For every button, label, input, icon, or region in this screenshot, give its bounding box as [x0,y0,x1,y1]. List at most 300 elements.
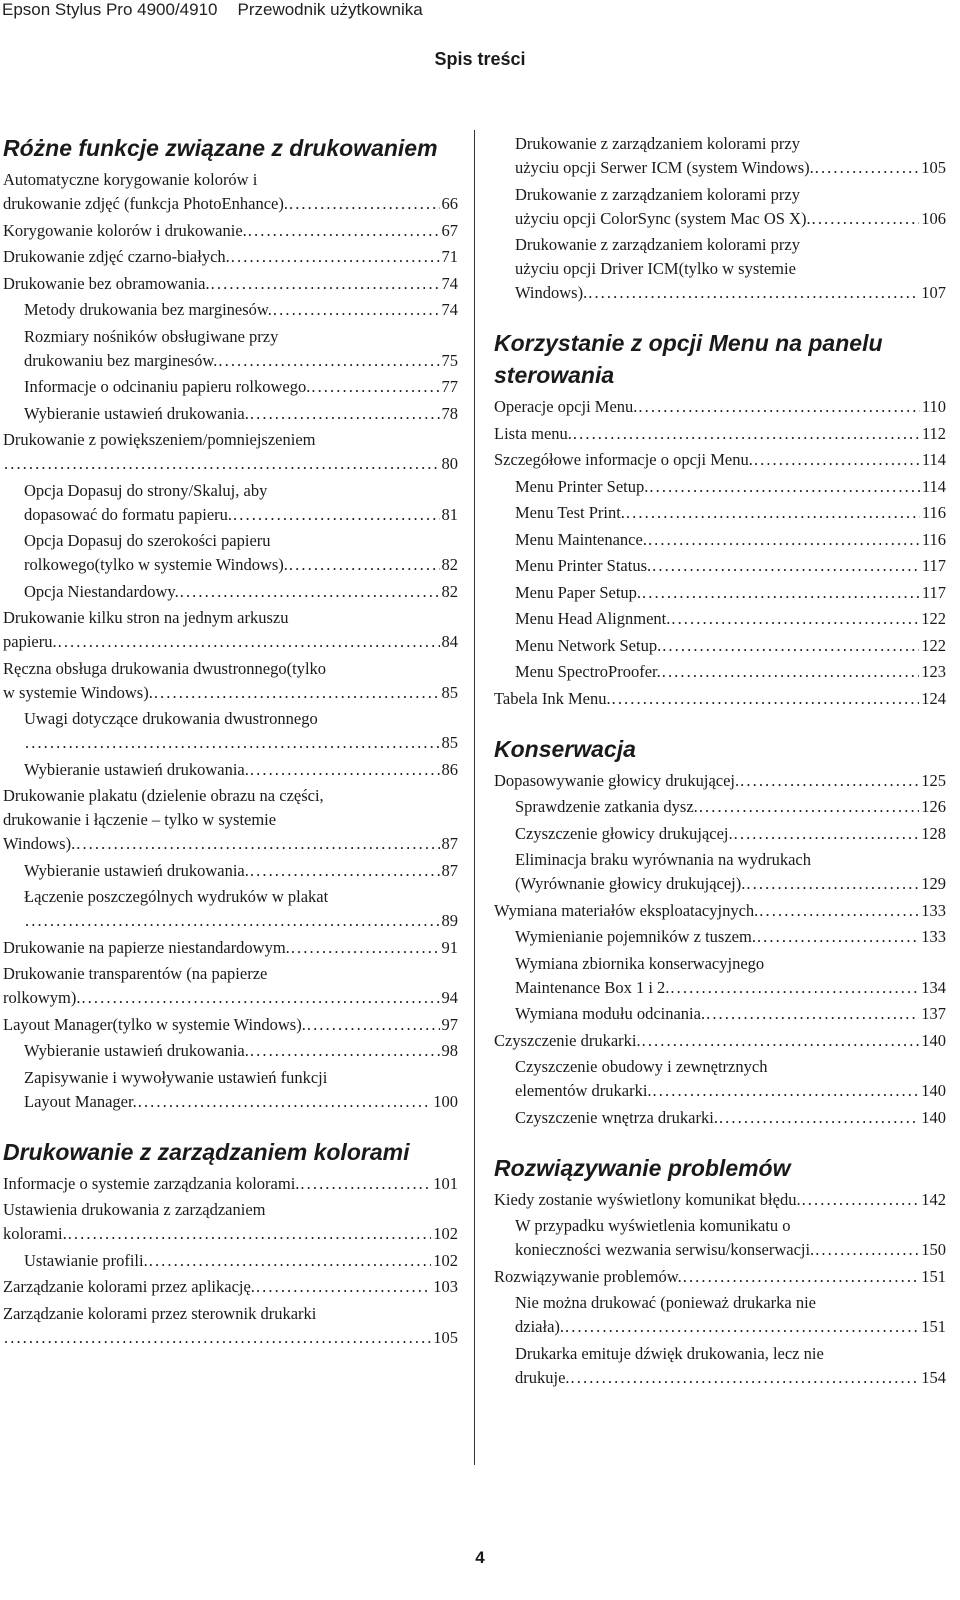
toc-entry-line: Ustawienia drukowania z zarządzaniem [3,1200,266,1219]
toc-entry-leader-row [3,1172,458,1196]
guide-name: Przewodnik użytkownika [237,0,423,19]
toc-entry-title: papieru. [3,632,57,651]
toc-entry-title: rolkowego(tylko w systemie Windows). [24,555,288,574]
page-number: 4 [475,1548,485,1567]
toc-entry-leader-row [24,731,458,755]
toc-entry-leader-row [3,630,458,654]
dot-leader [649,475,919,499]
toc-page-number: 102 [433,1224,458,1243]
toc-entry[interactable] [494,1214,946,1262]
toc-entry[interactable] [3,1249,458,1273]
toc-page-number: 81 [441,504,458,524]
toc-entry-line: Czyszczenie obudowy i zewnętrznych [515,1057,768,1076]
dot-leader [706,1002,919,1026]
toc-entry-title: Wybieranie ustawień drukowania. [24,403,249,423]
toc-entry-title: drukowaniu bez marginesów. [24,350,218,370]
toc-entry[interactable] [3,298,458,322]
toc-entry[interactable] [3,1039,458,1063]
toc-entry-title: Czyszczenie wnętrza drukarki. [515,1107,718,1127]
toc-entry-line: Drukowanie z zarządzaniem kolorami przy [515,235,800,254]
toc-entry-line: Drukowanie kilku stron na jednym arkuszu [3,608,289,627]
toc-entry-leader-row [24,553,458,577]
toc-entry-title: Wybieranie ustawień drukowania. [24,1041,249,1060]
toc-entry[interactable] [3,245,458,269]
toc-entry[interactable] [494,795,946,819]
toc-entry-leader-row [3,272,458,296]
toc-entry-line: Drukarka emituje dźwięk drukowania, lecz nie [515,1343,824,1363]
toc-page-number: 87 [441,834,458,853]
toc-entry-line: Łączenie poszczególnych wydruków w plakat [24,887,329,906]
toc-entry-leader-row [494,1188,946,1212]
dot-leader [250,1039,440,1063]
toc-entry-title: elementów drukarki. [515,1081,652,1100]
toc-page-number: 140 [921,1030,946,1050]
toc-entry[interactable] [3,1198,458,1246]
toc-entry-title: Menu Maintenance. [515,529,647,549]
toc-entry-leader-row [24,349,458,373]
toc-entry-title: Czyszczenie głowicy drukującej. [515,823,733,843]
toc-page-number: 80 [441,454,458,473]
toc-entry[interactable] [494,422,946,446]
toc-entry[interactable] [494,233,946,305]
toc-entry[interactable] [494,448,946,472]
toc-entry-title: Ustawianie profili. [24,1250,148,1270]
toc-entry-line: Eliminacja braku wyrównania na wydrukach [515,850,811,869]
toc-entry[interactable] [494,1055,946,1103]
toc-page-number: 151 [921,1317,946,1336]
toc-entry[interactable] [3,1013,458,1037]
toc-entry[interactable] [3,402,458,426]
toc-entry[interactable] [494,183,946,231]
toc-entry[interactable] [3,219,458,243]
toc-page-number: 142 [921,1189,946,1209]
toc-entry-title: Informacje o systemie zarządzania kolorami. [3,1173,300,1193]
toc-page-number: 86 [441,759,458,779]
toc-entry-leader-row [24,909,458,933]
toc-entry[interactable] [494,1188,946,1212]
dot-leader [154,681,440,705]
toc-entry-line: użyciu opcji Driver ICM(tylko w systemie [515,259,796,278]
toc-page-number: 154 [921,1367,946,1387]
toc-entry-leader-row [515,1238,946,1262]
toc-entry-title: drukowanie zdjęć (funkcja PhotoEnhance). [3,194,288,213]
dot-leader [233,503,439,527]
dot-leader [588,281,919,305]
toc-entry-leader-row [24,580,458,604]
toc-page-number: 133 [921,900,946,920]
toc-entry-title: Lista menu. [494,423,572,443]
toc-entry[interactable] [494,581,946,605]
toc-entry[interactable] [494,528,946,552]
toc-entry-leader-row [515,822,946,846]
dot-leader [662,634,919,658]
dot-leader [812,207,920,231]
dot-leader [81,986,439,1010]
dot-leader [815,156,920,180]
toc-page-number: 125 [921,770,946,790]
toc-entry-title: Drukowanie bez obramowania. [3,273,210,293]
toc-entry-leader-row [515,795,946,819]
toc-page-number: 77 [441,377,458,396]
toc-entry-leader-row [3,681,458,705]
toc-page-number: 122 [921,635,946,655]
toc-entry[interactable] [3,1066,458,1114]
toc-page-number: 126 [921,797,946,816]
toc-entry-leader-row [494,687,946,711]
dot-leader [757,925,919,949]
toc-entry[interactable] [494,395,946,419]
toc-entry-leader-row [515,501,946,525]
dot-leader [648,528,920,552]
dot-leader [740,769,919,793]
toc-entry[interactable] [3,529,458,577]
toc-entry-line: Drukowanie z zarządzaniem kolorami przy [515,184,800,204]
toc-entry-title: Menu Printer Status. [515,556,652,575]
toc-page-number: 84 [441,632,458,651]
toc-entry-title: Layout Manager(tylko w systemie Windows). [3,1014,306,1034]
dot-leader [250,859,440,883]
dot-leader [719,1106,919,1130]
toc-entry-title: Operacje opcji Menu. [494,397,638,416]
toc-page-number: 151 [921,1266,946,1286]
toc-entry-leader-row [3,192,458,216]
toc-entry-leader-row [3,986,458,1010]
toc-page-number: 114 [921,476,946,496]
toc-entry[interactable] [3,428,458,476]
product-name: Epson Stylus Pro 4900/4910 [2,0,218,19]
toc-entry-title: Zarządzanie kolorami przez aplikację. [3,1277,255,1296]
toc-entry-line: Wymiana zbiornika konserwacyjnego [515,953,765,973]
dot-leader [626,501,920,525]
toc-entry[interactable] [3,936,458,960]
toc-entry-leader-row [515,634,946,658]
dot-leader [565,1315,919,1339]
toc-entry-leader-row [515,607,946,631]
dot-leader [149,1249,432,1273]
toc-entry-leader-row [3,1222,458,1246]
toc-entry[interactable] [3,784,458,856]
toc-entry[interactable] [494,1106,946,1130]
toc-entry[interactable] [3,580,458,604]
toc-entry-leader-row [515,925,946,949]
toc-page-number: 67 [441,220,458,240]
toc-page-number: 100 [433,1091,458,1111]
toc-page-number: 74 [441,273,458,293]
toc-entry[interactable] [494,925,946,949]
toc-entry-leader-row [494,448,946,472]
toc-page-number: 66 [441,194,458,213]
toc-entry-line: Zarządzanie kolorami przez sterownik drukarki [3,1303,317,1323]
toc-page-number: 133 [921,927,946,946]
dot-leader [311,375,439,399]
toc-page-number: 78 [441,403,458,423]
toc-entry[interactable] [494,769,946,793]
dot-leader [248,219,440,243]
toc-entry-line: Drukowanie transparentów (na papierze [3,964,268,983]
toc-page-number: 74 [441,300,458,319]
toc-entry-title: kolorami. [3,1224,67,1243]
toc-page-number: 98 [441,1041,458,1060]
toc-entry[interactable] [494,822,946,846]
toc-page-number: 128 [921,823,946,843]
toc-entry[interactable] [3,657,458,705]
toc-page-number: 71 [441,247,458,266]
toc-entry[interactable] [494,1342,946,1390]
toc-page-number: 102 [433,1250,458,1270]
toc-entry[interactable] [494,899,946,923]
toc-entry-line: Drukowanie plakatu (dzielenie obrazu na części, [3,786,324,805]
toc-entry-line: Opcja Dopasuj do strony/Skaluj, aby [24,480,268,500]
toc-page-number: 107 [921,283,946,302]
toc-entry-leader-row [515,475,946,499]
toc-entry-title: konieczności wezwania serwisu/konserwacji. [515,1240,815,1259]
dot-leader [699,795,919,819]
toc-entry-line: Drukowanie z powiększeniem/pomniejszeniem [3,430,316,449]
toc-entry[interactable] [3,1302,458,1350]
toc-entry-line: Rozmiary nośników obsługiwane przy [24,326,279,346]
toc-entry[interactable] [494,660,946,684]
toc-entry-title: Rozwiązywanie problemów. [494,1266,682,1286]
toc-entry-title: Menu Paper Setup. [515,582,642,602]
toc-entry-leader-row [515,581,946,605]
toc-page-number: 103 [433,1277,458,1296]
toc-page-number: 150 [921,1240,946,1259]
toc-page-number: 117 [921,556,946,575]
toc-entry[interactable] [3,606,458,654]
dot-leader [802,1188,920,1212]
dot-leader [250,402,440,426]
toc-page-number: 89 [441,911,458,930]
toc-entry-title: Menu Head Alignment. [515,609,671,628]
dot-leader [670,976,919,1000]
section-heading: Różne funkcje związane z drukowaniem [3,135,438,161]
toc-page-number: 85 [441,733,458,752]
toc-entry-leader-row [24,402,458,426]
toc-entry-title: Wybieranie ustawień drukowania. [24,759,249,779]
toc-entry-leader-row [515,554,946,578]
toc-page-number: 101 [433,1173,458,1193]
toc-entry[interactable] [3,168,458,216]
toc-entry[interactable] [3,962,458,1010]
toc-entry[interactable] [494,132,946,180]
toc-left-column [3,132,458,1352]
toc-entry[interactable] [494,1265,946,1289]
toc-entry-title: (Wyrównanie głowicy drukującej). [515,874,746,893]
toc-entry-title: Sprawdzenie zatkania dysz. [515,797,698,816]
toc-entry-leader-row [3,219,458,243]
toc-entry-leader-row [494,1265,946,1289]
dot-leader [746,872,919,896]
toc-entry-title: Opcja Niestandardowy. [24,581,179,601]
toc-page-number: 112 [921,423,946,443]
dot-leader [307,1013,440,1037]
toc-entry-title: Wymiana modułu odcinania. [515,1004,706,1023]
toc-entry[interactable] [3,758,458,782]
dot-leader [25,909,440,933]
dot-leader [662,660,920,684]
toc-entry-title: Menu Test Print. [515,503,625,522]
toc-entry-leader-row [515,976,946,1000]
dot-leader [642,581,920,605]
toc-page-number: 116 [921,503,946,522]
toc-entry-leader-row [515,528,946,552]
toc-entry-title: Kiedy zostanie wyświetlony komunikat błędu. [494,1189,801,1209]
toc-entry-title: użyciu opcji Serwer ICM (system Windows). [515,158,814,177]
dot-leader [58,630,440,654]
toc-entry[interactable] [494,1291,946,1339]
toc-entry-leader-row [3,1275,458,1299]
dot-leader [683,1265,920,1289]
dot-leader [289,553,440,577]
dot-leader [180,580,440,604]
toc-entry-leader-row [24,375,458,399]
toc-page-number: 134 [921,977,946,997]
toc-page-number: 110 [921,397,946,416]
toc-entry-title: Wybieranie ustawień drukowania. [24,860,249,880]
dot-leader [4,452,440,476]
toc-entry-leader-row [24,298,458,322]
toc-page-number: 117 [921,582,946,602]
page-header [0,0,960,100]
toc-page-number: 75 [441,350,458,370]
dot-leader [759,899,919,923]
toc-entry-title: Drukowanie zdjęć czarno-białych. [3,247,230,266]
toc-entry-leader-row [494,422,946,446]
toc-entry-title: Czyszczenie drukarki. [494,1030,641,1050]
dot-leader [642,1029,920,1053]
dot-leader [734,822,920,846]
toc-entry-leader-row [494,769,946,793]
toc-entry-title: Dopasowywanie głowicy drukującej. [494,770,740,790]
toc-entry-title: Szczegółowe informacje o opcji Menu. [494,450,753,469]
toc-entry[interactable] [3,272,458,296]
toc-page-number: 123 [921,662,946,681]
toc-entry[interactable] [3,375,458,399]
toc-page-number: 91 [441,937,458,957]
dot-leader [250,758,440,782]
section-heading: Drukowanie z zarządzaniem kolorami [3,1138,410,1165]
toc-entry-title: Menu SpectroProofer. [515,662,661,681]
toc-entry-title: użyciu opcji ColorSync (system Mac OS X). [515,208,811,228]
toc-right-column [494,132,946,1392]
toc-entry[interactable] [3,859,458,883]
toc-entry-title: Metody drukowania bez marginesów. [24,300,272,319]
toc-page-number: 97 [441,1014,458,1034]
toc-entry-line: drukowanie i łączenie – tylko w systemie [3,810,277,829]
toc-entry-line: W przypadku wyświetlenia komunikatu o [515,1216,791,1235]
toc-entry-leader-row [3,1013,458,1037]
toc-entry[interactable] [3,707,458,755]
toc-entry-leader-row [515,281,946,305]
toc-entry[interactable] [494,848,946,896]
toc-entry-title: Menu Network Setup. [515,635,662,655]
dot-leader [4,1326,431,1350]
toc-entry-title: Windows). [515,283,588,302]
toc-page-number: 106 [921,208,946,228]
toc-page-number: 114 [921,450,946,469]
toc-entry-title: Korygowanie kolorów i drukowanie. [3,220,247,240]
toc-entry[interactable] [494,475,946,499]
toc-page-number: 129 [921,874,946,893]
dot-leader [652,554,920,578]
toc-entry[interactable] [3,1275,458,1299]
toc-entry[interactable] [3,325,458,373]
dot-leader [231,245,440,269]
toc-entry-leader-row [515,1366,946,1390]
toc-entry[interactable] [3,1172,458,1196]
dot-leader [815,1238,919,1262]
toc-entry-leader-row [494,1029,946,1053]
toc-page-number: 82 [441,555,458,574]
toc-page-number: 85 [441,682,458,702]
toc-page-number: 137 [921,1004,946,1023]
toc-entry-title: Windows). [3,834,76,853]
toc-entry-leader-row [494,395,946,419]
toc-page-number: 140 [921,1107,946,1127]
toc-entry-title: Maintenance Box 1 i 2. [515,977,670,997]
toc-entry-title: Wymiana materiałów eksploatacyjnych. [494,900,759,920]
section-heading: Rozwiązywanie problemów [494,1154,791,1181]
toc-entry-line: Nie można drukować (ponieważ drukarka nie [515,1293,816,1312]
toc-entry-leader-row [3,1326,458,1350]
dot-leader [211,272,440,296]
toc-entry[interactable] [494,1002,946,1026]
section-heading: Korzystanie z opcji Menu na panelu sterowania [494,330,883,388]
toc-entry-title: Menu Printer Setup. [515,476,649,496]
toc-entry-leader-row [24,503,458,527]
dot-leader [754,448,920,472]
toc-entry[interactable] [494,554,946,578]
dot-leader [218,349,439,373]
dot-leader [273,298,440,322]
toc-entry-leader-row [24,758,458,782]
toc-entry-leader-row [3,936,458,960]
toc-entry[interactable] [3,885,458,933]
dot-leader [256,1275,431,1299]
toc-entry-leader-row [515,1002,946,1026]
page-title: Spis treści [434,49,526,69]
toc-page-number: 105 [921,158,946,177]
toc-page-number: 87 [441,860,458,880]
toc-entry-leader-row [515,1079,946,1103]
dot-leader [612,687,920,711]
toc-entry-leader-row [515,156,946,180]
toc-entry-leader-row [494,899,946,923]
toc-entry[interactable] [3,479,458,527]
toc-entry[interactable] [494,1029,946,1053]
toc-page-number: 124 [921,688,946,708]
toc-entry-title: Layout Manager. [24,1091,137,1111]
toc-page-number: 82 [441,581,458,601]
dot-leader [653,1079,920,1103]
toc-entry[interactable] [494,607,946,631]
column-divider [474,130,475,1465]
dot-leader [76,832,439,856]
toc-entry-leader-row [3,832,458,856]
toc-entry-line: Drukowanie z zarządzaniem kolorami przy [515,134,800,153]
toc-entry[interactable] [494,634,946,658]
section-heading: Konserwacja [494,735,636,762]
toc-entry[interactable] [494,687,946,711]
toc-entry[interactable] [494,501,946,525]
running-header [2,0,423,20]
toc-entry-title: dopasować do formatu papieru. [24,504,233,524]
toc-entry[interactable] [494,952,946,1000]
dot-leader [138,1090,432,1114]
toc-entry-line: Ręczna obsługa drukowania dwustronnego(tylko [3,658,327,678]
toc-entry-leader-row [515,660,946,684]
dot-leader [300,1172,431,1196]
